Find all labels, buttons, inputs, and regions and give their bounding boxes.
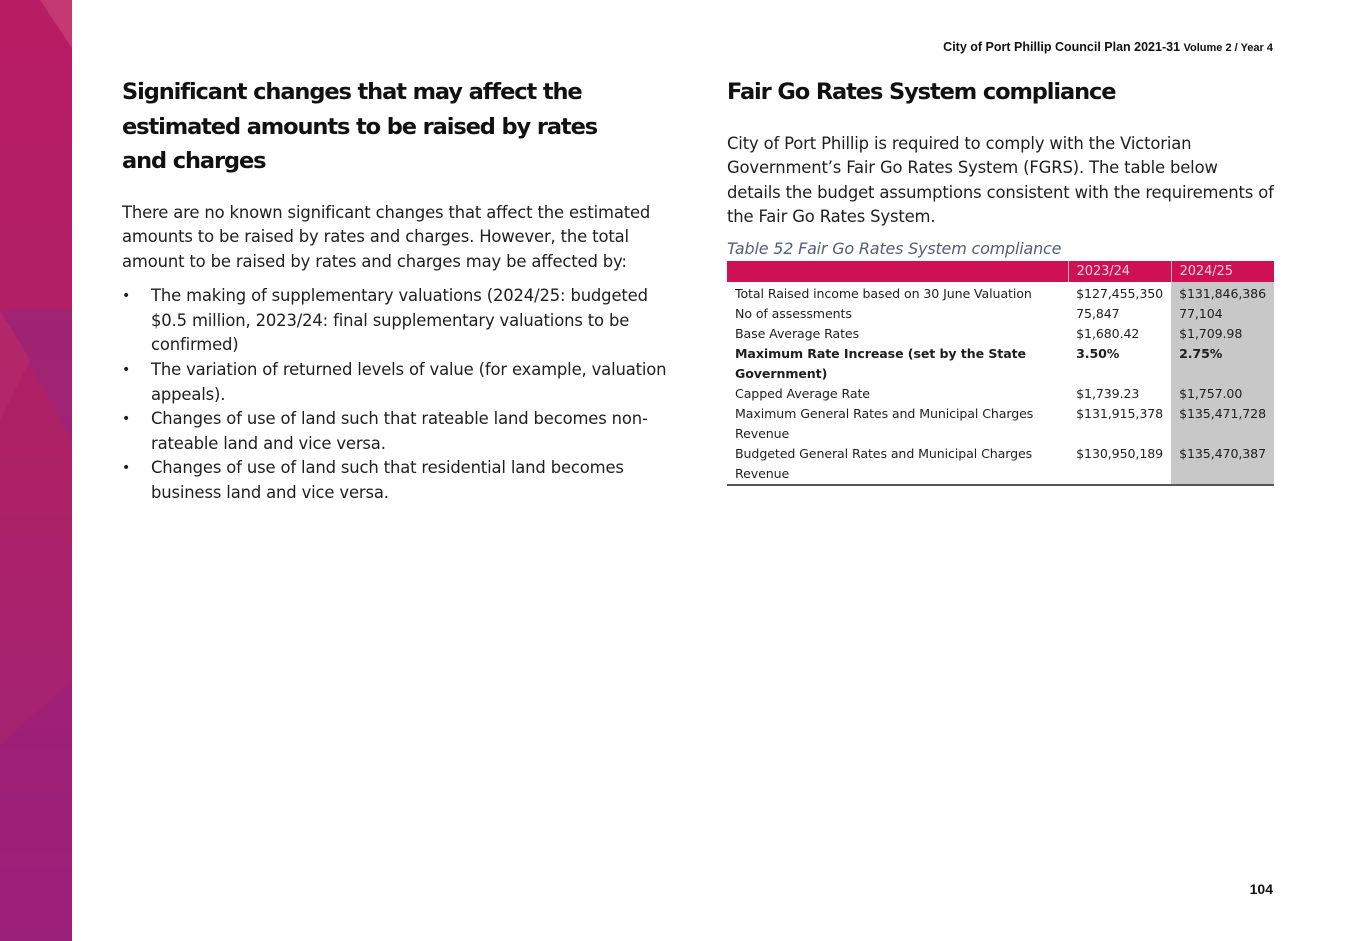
bullet-icon: •	[122, 362, 131, 379]
table-caption: Table 52 Fair Go Rates System compliance	[727, 238, 1062, 258]
section-heading-fair-go-rates: Fair Go Rates System compliance	[727, 79, 1116, 105]
value-2023-24: 75,847	[1076, 305, 1120, 321]
left-column	[122, 75, 672, 506]
table-row	[727, 282, 1274, 304]
bullet-icon: •	[122, 411, 131, 428]
list-item-text: Changes of use of land such that residential land becomes business land and vice versa.	[151, 458, 624, 503]
table-row	[727, 324, 1274, 344]
bullet-list	[122, 284, 672, 505]
row-label: Base Average Rates	[735, 325, 860, 341]
bullet-icon: •	[122, 288, 131, 305]
list-item	[122, 358, 672, 407]
value-2024-25: $135,470,387	[1171, 444, 1274, 485]
bullet-icon: •	[122, 460, 131, 477]
section-heading-significant-changes: Significant changes that may affect the estimated amounts to be raised by rates and charges	[122, 79, 598, 174]
header-volume: Volume 2 / Year 4	[1183, 42, 1273, 54]
value-2023-24: 3.50%	[1076, 345, 1120, 361]
value-2024-25: 2.75%	[1171, 344, 1274, 384]
row-label: No of assessments	[735, 305, 852, 321]
value-2024-25: $1,757.00	[1171, 384, 1274, 404]
table-row	[727, 444, 1274, 485]
row-label: Budgeted General Rates and Municipal Charges Revenue	[727, 444, 1068, 485]
list-item	[122, 456, 672, 505]
table-header-row	[727, 261, 1274, 282]
value-2023-24: $130,950,189	[1068, 444, 1171, 485]
intro-paragraph: There are no known significant changes that affect the estimated amounts to be raised by rates and charges. However, the total amount to be raised by rates and charges may be affected by:	[122, 202, 651, 271]
value-2024-25: $131,846,386	[1171, 282, 1274, 304]
fgrs-paragraph: City of Port Phillip is required to comply with the Victorian Government’s Fair Go Rates System (FGRS). The table below details the budget assumptions consistent with the requirements of the Fair Go Rates System.	[727, 133, 1274, 227]
list-item	[122, 407, 672, 456]
table-row	[727, 344, 1274, 384]
row-label: Total Raised income based on 30 June Valuation	[735, 285, 1032, 301]
header-title: City of Port Phillip Council Plan 2021-31	[943, 40, 1181, 54]
value-2023-24: $1,739.23	[1076, 385, 1140, 401]
row-label: Maximum Rate Increase (set by the State Government)	[735, 345, 1026, 381]
table-row	[727, 304, 1274, 324]
value-2024-25: $135,471,728	[1171, 404, 1274, 444]
table-row	[727, 384, 1274, 404]
value-2024-25: $1,709.98	[1171, 324, 1274, 344]
value-2023-24: $1,680.42	[1076, 325, 1140, 341]
row-label: Capped Average Rate	[735, 385, 870, 401]
column-header	[727, 261, 1068, 282]
column-header: 2023/24	[1068, 261, 1171, 282]
list-item-text: The variation of returned levels of value (for example, valuation appeals).	[151, 360, 667, 404]
value-2023-24: $131,915,378	[1076, 405, 1164, 421]
row-label: Maximum General Rates and Municipal Charges Revenue	[735, 405, 1034, 441]
table-row	[727, 404, 1274, 444]
document-header	[943, 40, 1273, 54]
page-number: 104	[1249, 881, 1273, 897]
list-item	[122, 284, 672, 358]
value-2024-25: 77,104	[1171, 304, 1274, 324]
decorative-side-band	[0, 0, 72, 941]
column-header: 2024/25	[1171, 261, 1274, 282]
list-item-text: The making of supplementary valuations (2024/25: budgeted $0.5 million, 2023/24: final supplementary valuations to be confirmed)	[151, 286, 648, 355]
fgrs-compliance-table	[727, 261, 1274, 486]
list-item-text: Changes of use of land such that rateable land becomes non-rateable land and vice versa.	[151, 409, 648, 453]
right-column	[727, 75, 1274, 486]
value-2023-24: $127,455,350	[1076, 285, 1164, 301]
